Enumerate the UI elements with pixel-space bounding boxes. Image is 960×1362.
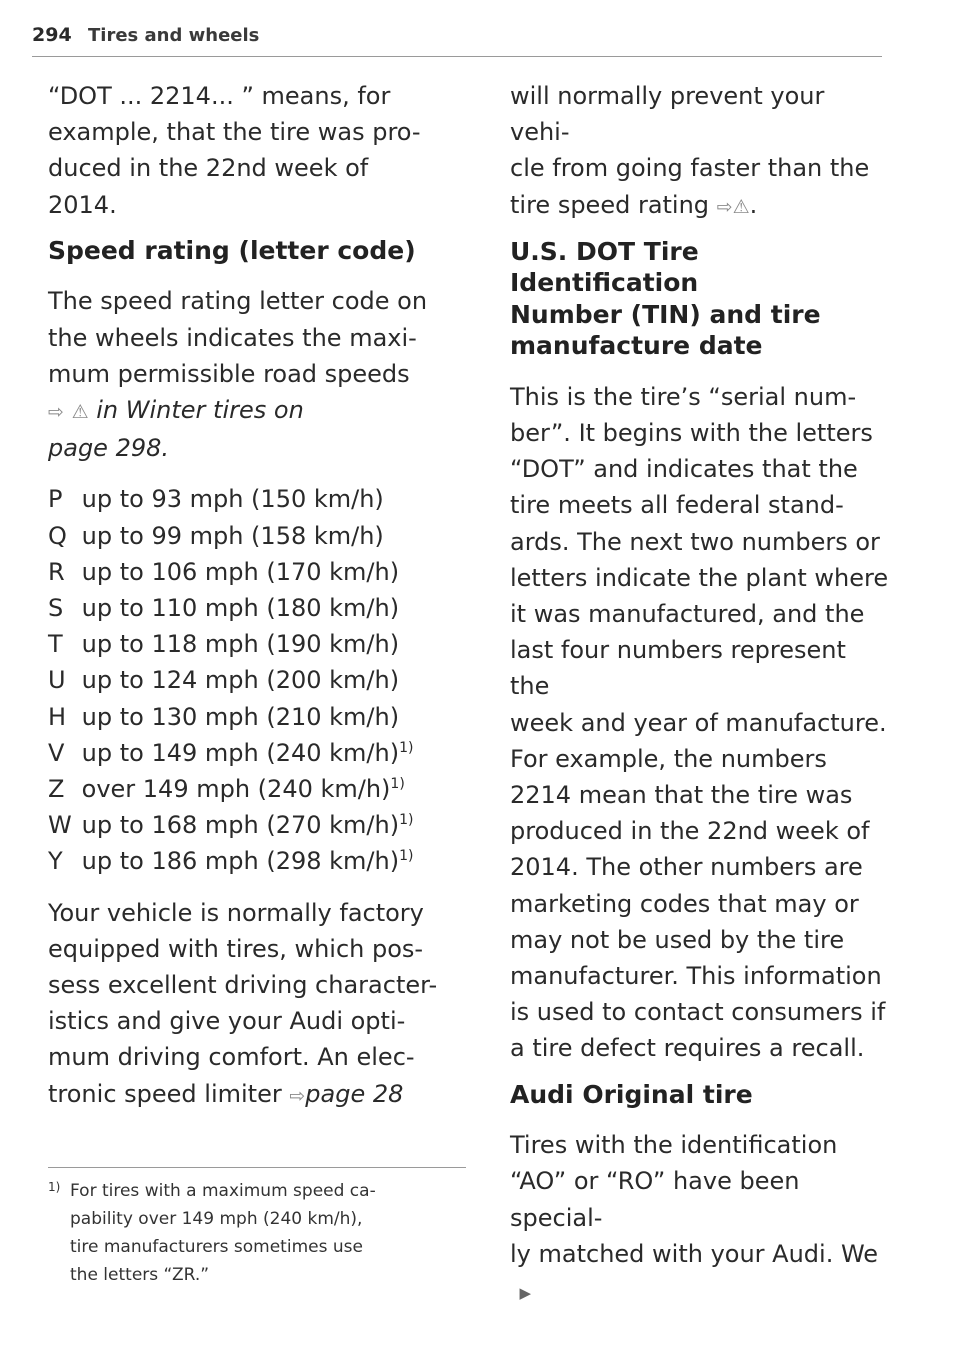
tin-heading-line: Number (TIN) and tire xyxy=(510,299,821,329)
tin-body-line: it was manufactured, and the xyxy=(510,600,865,629)
audi-body-line: “AO” or “RO” have been special- xyxy=(510,1167,800,1232)
dot-example-line: 2014. xyxy=(48,190,117,219)
rating-row xyxy=(48,662,470,698)
continue-triangle-icon: ▶ xyxy=(510,1283,532,1302)
rating-text: up to 130 mph (210 km/h) xyxy=(81,702,400,731)
tin-body-line: week and year of manufacture. xyxy=(510,708,887,737)
speed-intro-line: the wheels indicates the maxi- xyxy=(48,323,417,352)
rating-row xyxy=(48,481,470,517)
tin-body-line: last four numbers represent the xyxy=(510,636,846,701)
tin-body-line: This is the tire’s “serial num- xyxy=(510,382,857,411)
rating-text: up to 110 mph (180 km/h) xyxy=(81,593,400,622)
tin-heading-line: U.S. DOT Tire Identification xyxy=(510,236,699,298)
rating-code: R xyxy=(48,557,65,586)
rating-row xyxy=(48,590,470,626)
tin-body-line: ber”. It begins with the letters xyxy=(510,419,873,448)
rating-row xyxy=(48,699,470,735)
audi-body-text: ly matched with your Audi. We xyxy=(510,1239,879,1268)
tin-body-line: letters indicate the plant where xyxy=(510,563,889,592)
tin-body-line: tire meets all federal stand- xyxy=(510,491,844,520)
rating-row xyxy=(48,626,470,662)
page-header xyxy=(32,22,882,57)
audi-body-line: Tires with the identification xyxy=(510,1131,838,1160)
rating-text: over 149 mph (240 km/h) xyxy=(81,774,391,803)
rating-code: Q xyxy=(48,521,67,550)
rating-text: up to 93 mph (150 km/h) xyxy=(81,485,384,514)
factory-line: sess excellent driving character- xyxy=(48,970,438,999)
arrow-right-icon: ⇨ xyxy=(716,195,733,218)
rating-code: V xyxy=(48,738,65,767)
speed-rating-heading: Speed rating (letter code) xyxy=(48,235,416,265)
continued-line: cle from going faster than the xyxy=(510,154,870,183)
footnote-ref: 1) xyxy=(390,775,405,792)
rating-code: S xyxy=(48,593,64,622)
footnote-line: the letters “ZR.” xyxy=(70,1265,210,1285)
dot-example-line: “DOT ... 2214... ” means, for xyxy=(48,82,391,110)
speed-limiter-line xyxy=(48,1076,470,1114)
rating-code: U xyxy=(48,666,66,695)
rating-text: up to 149 mph (240 km/h) xyxy=(81,738,400,767)
tin-body-line: ards. The next two numbers or xyxy=(510,527,880,556)
factory-line: istics and give your Audi opti- xyxy=(48,1007,406,1036)
dot-example-line: duced in the 22nd week of xyxy=(48,154,369,183)
factory-line: mum driving comfort. An elec- xyxy=(48,1043,415,1072)
section-title: Tires and wheels xyxy=(88,25,260,46)
rating-text: up to 106 mph (170 km/h) xyxy=(81,557,400,586)
rating-code: Y xyxy=(48,847,63,876)
speed-rating-list xyxy=(48,481,470,879)
rating-text: up to 168 mph (270 km/h) xyxy=(81,811,400,840)
arrow-right-icon: ⇨ xyxy=(289,1084,306,1107)
tin-body-line: “DOT” and indicates that the xyxy=(510,455,858,484)
speed-rating-warning-reference[interactable]: tire speed rating ⇨⚠. xyxy=(510,190,758,219)
rating-text: up to 186 mph (298 km/h) xyxy=(81,847,400,876)
continued-text: tire speed rating xyxy=(510,190,710,219)
reference-page[interactable]: page 298 xyxy=(48,434,162,463)
footnote-line: tire manufacturers sometimes use xyxy=(70,1237,363,1257)
limiter-text: tronic speed limiter xyxy=(48,1079,282,1108)
rating-row xyxy=(48,843,470,879)
tin-body-line: may not be used by the tire xyxy=(510,925,845,954)
factory-line: equipped with tires, which pos- xyxy=(48,934,424,963)
rating-row xyxy=(48,554,470,590)
footnote-line: For tires with a maximum speed ca- xyxy=(70,1181,376,1201)
rating-code: P xyxy=(48,485,63,514)
tin-body-line: marketing codes that may or xyxy=(510,889,859,918)
tin-body-line: is used to contact consumers if xyxy=(510,998,886,1027)
tin-heading xyxy=(510,236,890,362)
footnote-line: pability over 149 mph (240 km/h), xyxy=(70,1209,363,1229)
rating-code: Z xyxy=(48,774,65,803)
arrow-right-icon: ⇨ xyxy=(48,400,64,423)
warning-triangle-icon: ⚠ xyxy=(732,195,750,218)
audi-original-heading: Audi Original tire xyxy=(510,1079,753,1109)
tin-body-line: 2014. The other numbers are xyxy=(510,853,863,882)
rating-text: up to 118 mph (190 km/h) xyxy=(81,630,400,659)
warning-triangle-icon: ⚠ xyxy=(71,400,89,423)
speed-intro-line: The speed rating letter code on xyxy=(48,287,428,316)
rating-row xyxy=(48,807,470,843)
tin-heading-line: manufacture date xyxy=(510,331,763,361)
tin-body-line: 2214 mean that the tire was xyxy=(510,781,853,810)
left-column: “DOT ... 2214... ” means, for example, that the tire was pro- duced in the 22nd week of 2014. Speed rating (letter code) The speed rating letter code on the wheels indicates the maxi- mum permissible road speeds ⇨ ⚠ in Winter tires on page 298. P up to 93 mph (150 km/h) Q up to 99 mph (158 km/h) R up to 106 mph (170 km/h) S up to 110 mph (180 km/h) T up to 118 mph (190 km/h) U up to 124 mph (200 km/h) H up to 130 mph (210 km/h) V up to 149 mph (240 km/h)$^{1)}$ Z over 149 mph (240 km/h)$^{1)}$ W up to 168 mph (270 km/h)$^{1)}$ Y up to 186 mph (298 km/h)$^{1)}$ Your vehicle is normally factory equipped with tires, which pos- sess excellent driving character- istics and give your Audi opti- mum driving comfort. An elec- tronic speed limiter ⇨page 28 xyxy=(48,78,470,1114)
footnote-ref: 1) xyxy=(399,739,414,756)
dot-example-line: example, that the tire was pro- xyxy=(48,118,421,147)
rating-code: W xyxy=(48,811,72,840)
tin-body-line: manufacturer. This information xyxy=(510,962,882,991)
rating-row xyxy=(48,518,470,554)
reference-text: in Winter tires on xyxy=(96,395,304,424)
rating-text: up to 124 mph (200 km/h) xyxy=(81,666,400,695)
rating-row xyxy=(48,771,470,807)
footnote-ref: 1) xyxy=(399,848,414,865)
rating-text: up to 99 mph (158 km/h) xyxy=(81,521,384,550)
tin-body-line: produced in the 22nd week of xyxy=(510,817,870,846)
footnote-divider xyxy=(48,1167,466,1168)
footnote-ref: 1) xyxy=(399,812,414,829)
footnote xyxy=(48,1177,466,1289)
rating-row xyxy=(48,735,470,771)
page-number: 294 xyxy=(32,24,72,46)
right-column xyxy=(510,78,890,1311)
limiter-page-link[interactable]: page 28 xyxy=(305,1079,404,1108)
tin-body-line: a tire defect requires a recall. xyxy=(510,1034,865,1063)
footnote-mark: 1) xyxy=(48,1180,61,1194)
tin-body-line: For example, the numbers xyxy=(510,744,827,773)
rating-code: T xyxy=(48,630,63,659)
speed-intro-line: mum permissible road speeds xyxy=(48,359,410,388)
factory-line: Your vehicle is normally factory xyxy=(48,898,424,927)
rating-code: H xyxy=(48,702,67,731)
audi-body-last-line xyxy=(510,1236,890,1311)
continued-line: will normally prevent your vehi- xyxy=(510,82,825,147)
winter-tires-reference[interactable] xyxy=(48,392,470,430)
